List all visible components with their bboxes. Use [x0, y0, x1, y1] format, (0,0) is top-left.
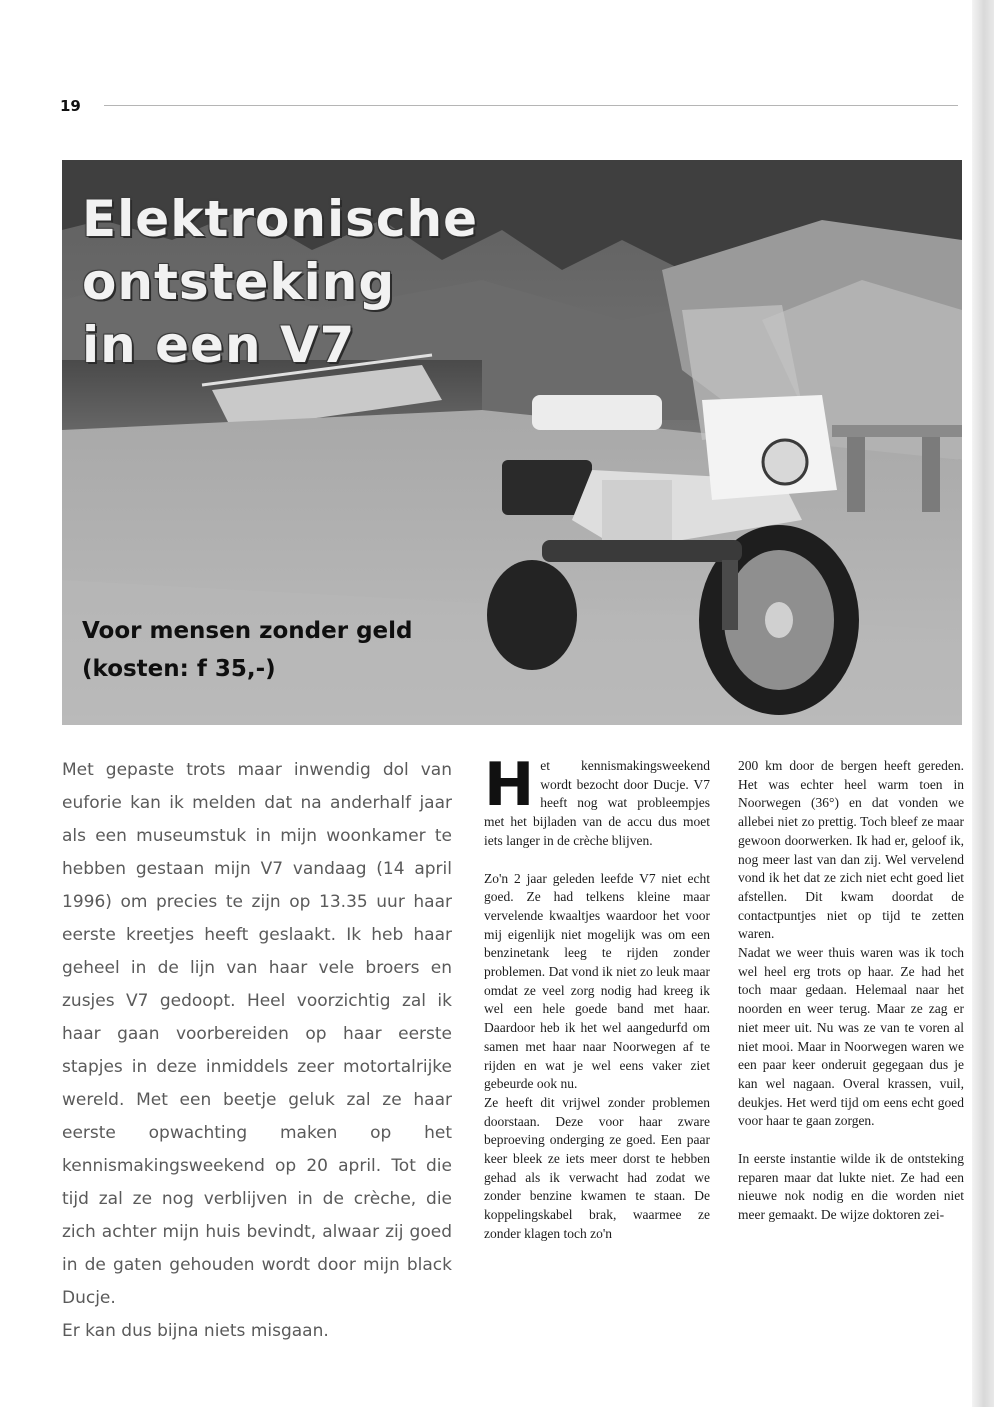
hero-photo: [62, 160, 962, 725]
body-paragraph: In eerste instantie wilde ik de ontsteking reparen maar dat lukte niet. Ze had een nieuwe nok nodig en die worden niet meer gemaakt. De wijze doktoren zei-: [738, 1151, 964, 1223]
subtitle-line: (kosten: f 35,-): [82, 656, 276, 682]
intro-paragraph: Met gepaste trots maar inwendig dol van euforie kan ik melden dat na anderhalf jaar als een museumstuk in mijn woonkamer te hebben gestaan mijn V7 vandaag (14 april 1996) om precies te zijn op 13.35 uur haar eerste kreetjes heeft geslaakt. Ik heb haar geheel in de lijn van haar vele broers en zusjes V7 gedoopt. Heel voorzichtig zal ik haar gaan voorbereiden op haar eerste stapjes in deze inmiddels zeer motortalrijke wereld. Met een beetje geluk zal ze haar eerste opwachting maken op het kennismakingsweekend op 20 april. Tot die tijd zal ze nog verblijven in de crèche, die zich achter mijn huis bevindt, alwaar zij goed in de gaten gehouden wordt door mijn black Ducje.: [62, 760, 452, 1308]
title-line: Elektronische: [82, 190, 479, 248]
subtitle-line: Voor mensen zonder geld: [82, 618, 413, 644]
title-line: in een V7: [82, 316, 356, 374]
article-subtitle: [82, 612, 413, 688]
page-number: 19: [60, 97, 81, 115]
drop-cap: H: [484, 750, 535, 820]
lead-paragraph-text: et kennismakingsweekend wordt bezocht door Ducje. V7 heeft nog wat probleempjes met het bijladen van de accu dus moet iets langer in de crèche blijven.: [484, 758, 710, 848]
body-paragraph: Zo'n 2 jaar geleden leefde V7 niet echt goed. Ze had telkens kleine maar vervelende kwaaltjes waardoor het voor mij eigenlijk niet mogelijk was om een benzinetank leeg te rijden zonder problemen. Dat vond ik niet zo leuk maar omdat ze veel zorg nodig had kreeg ik wel een hele goede band met haar. Daardoor heb ik het wel aangedurfd om samen met haar naar Noorwegen af te rijden en wat je wel eens vaker ziet gebeurde ook nu.: [484, 870, 710, 1092]
intro-text: [62, 754, 452, 1348]
title-line: ontsteking: [82, 253, 396, 311]
body-paragraph: 200 km door de bergen heeft gereden. Het was echter heel warm toen in Noorwegen (36°) en dat vonden we allebei niet zo prettig. Toch bleef ze maar gewoon doorwerken. Ik had er, geloof ik, nog meer last van dan zij. Wel vervelend vond ik het dat ze zich niet echt goed liet afstellen. Dit kwam doordat de contactpuntjes niet op tijd te zetten waren.: [738, 758, 964, 942]
header-rule: [104, 105, 958, 106]
page-edge-shadow: [972, 0, 994, 1407]
body-paragraph: Nadat we weer thuis waren was ik toch wel heel erg trots op haar. Ze had het toch maar gedaan. Helemaal naar het noorden en weer terug. Maar ze zag er niet meer uit. Nu was ze van te voren al niet mooi. Maar in Noorwegen waren we een paar keer onderuit gegegaan dus je kan wel nagaan. Overal krassen, vuil, deukjes. Het werd tijd om eens echt goed voor haar te gaan zorgen.: [738, 945, 964, 1129]
intro-paragraph: Er kan dus bijna niets misgaan.: [62, 1321, 329, 1341]
body-paragraph: Ze heeft dit vrijwel zonder problemen doorstaan. Deze voor haar zware beproeving onderging ze goed. Een paar keer bleek ze iets meer dorst te hebben gehad als ik verwacht had zodat we zonder benzine kwamen te staan. De koppelingskabel brak, waarmee ze zonder klagen toch zo'n: [484, 1094, 710, 1241]
article-title: [82, 188, 478, 377]
body-column-1: [484, 750, 710, 1244]
body-column-2: [738, 757, 964, 1225]
lead-paragraph: [484, 750, 710, 851]
